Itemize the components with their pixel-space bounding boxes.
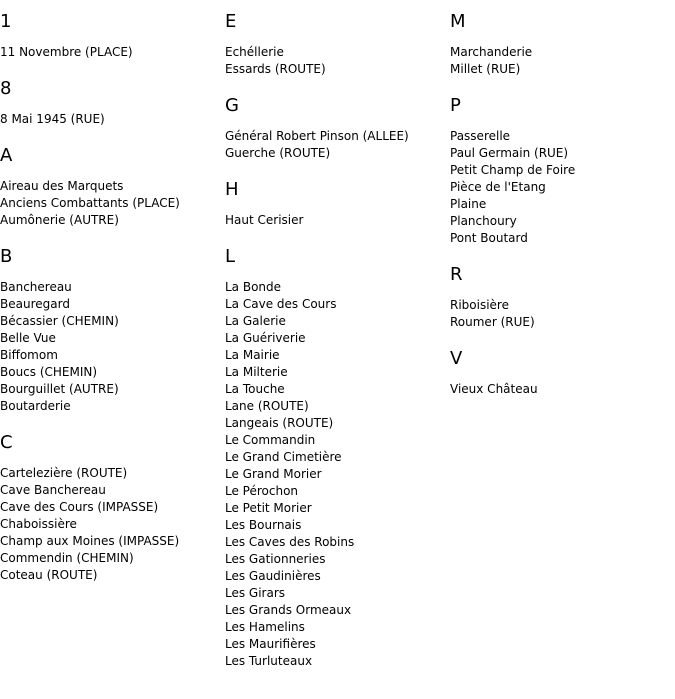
street-link[interactable]: Commendin (CHEMIN) xyxy=(0,551,134,565)
street-link[interactable]: La Milterie xyxy=(225,365,288,379)
list-item xyxy=(0,499,225,516)
street-link[interactable]: Riboisière xyxy=(450,298,509,312)
street-link[interactable]: Aumônerie (AUTRE) xyxy=(0,213,119,227)
list-item xyxy=(0,111,225,128)
street-link[interactable]: Les Turluteaux xyxy=(225,654,313,668)
list-item xyxy=(225,347,450,364)
list-item xyxy=(225,330,450,347)
street-link[interactable]: Banchereau xyxy=(0,280,72,294)
street-list xyxy=(225,212,450,229)
letter-group xyxy=(225,178,450,229)
letter-group xyxy=(0,431,225,584)
street-link[interactable]: Coteau (ROUTE) xyxy=(0,568,98,582)
street-link[interactable]: La Mairie xyxy=(225,348,280,362)
street-link[interactable]: Passerelle xyxy=(450,129,511,143)
list-item xyxy=(225,415,450,432)
list-item xyxy=(225,128,450,145)
street-link[interactable]: La Touche xyxy=(225,382,285,396)
street-link[interactable]: Bécassier (CHEMIN) xyxy=(0,314,119,328)
street-link[interactable]: Cave Banchereau xyxy=(0,483,106,497)
street-link[interactable]: Le Petit Morier xyxy=(225,501,312,515)
street-list xyxy=(0,178,225,229)
street-link[interactable]: Paul Germain (RUE) xyxy=(450,146,569,160)
street-link[interactable]: Biffomom xyxy=(0,348,58,362)
street-link[interactable]: Les Girars xyxy=(225,586,286,600)
street-link[interactable]: Essards (ROUTE) xyxy=(225,62,326,76)
letter-heading: V xyxy=(450,348,463,369)
street-list xyxy=(0,465,225,584)
street-link[interactable]: Général Robert Pinson (ALLEE) xyxy=(225,129,409,143)
street-link[interactable]: Cave des Cours (IMPASSE) xyxy=(0,500,159,514)
letter-heading: G xyxy=(225,95,239,116)
street-list xyxy=(450,128,675,247)
index-column xyxy=(450,10,675,414)
street-link[interactable]: Pont Boutard xyxy=(450,231,528,245)
list-item xyxy=(0,567,225,584)
letter-group xyxy=(0,77,225,128)
street-link[interactable]: Le Grand Cimetière xyxy=(225,450,342,464)
street-link[interactable]: Les Gaudinières xyxy=(225,569,321,583)
letter-heading: L xyxy=(225,246,236,267)
letter-group xyxy=(0,10,225,61)
street-link[interactable]: Les Bournais xyxy=(225,518,302,532)
list-item xyxy=(0,313,225,330)
list-item xyxy=(225,568,450,585)
street-link[interactable]: Les Gationneries xyxy=(225,552,326,566)
list-item xyxy=(450,297,675,314)
street-link[interactable]: Pièce de l'Etang xyxy=(450,180,546,194)
list-item xyxy=(225,296,450,313)
list-item xyxy=(450,61,675,78)
street-link[interactable]: La Bonde xyxy=(225,280,282,294)
list-item xyxy=(225,364,450,381)
street-list xyxy=(0,111,225,128)
list-item xyxy=(450,162,675,179)
street-link[interactable]: Planchoury xyxy=(450,214,517,228)
list-item xyxy=(450,230,675,247)
letter-heading: C xyxy=(0,432,13,453)
street-list xyxy=(0,44,225,61)
list-item xyxy=(0,212,225,229)
street-list xyxy=(225,44,450,78)
list-item xyxy=(450,179,675,196)
list-item xyxy=(225,653,450,670)
street-link[interactable]: 8 Mai 1945 (RUE) xyxy=(0,112,105,126)
list-item xyxy=(450,196,675,213)
street-link[interactable]: Les Caves des Robins xyxy=(225,535,355,549)
street-link[interactable]: Marchanderie xyxy=(450,45,533,59)
list-item xyxy=(225,619,450,636)
list-item xyxy=(225,534,450,551)
list-item xyxy=(0,195,225,212)
list-item xyxy=(225,585,450,602)
street-link[interactable]: 11 Novembre (PLACE) xyxy=(0,45,133,59)
list-item xyxy=(0,482,225,499)
street-link[interactable]: Haut Cerisier xyxy=(225,213,304,227)
list-item xyxy=(225,61,450,78)
list-item xyxy=(225,636,450,653)
list-item xyxy=(225,551,450,568)
list-item xyxy=(225,483,450,500)
list-item xyxy=(225,449,450,466)
list-item xyxy=(450,128,675,145)
street-list xyxy=(450,44,675,78)
list-item xyxy=(450,381,675,398)
list-item xyxy=(0,330,225,347)
list-item xyxy=(225,517,450,534)
street-list xyxy=(0,279,225,415)
list-item xyxy=(225,500,450,517)
list-item xyxy=(225,212,450,229)
list-item xyxy=(225,398,450,415)
list-item xyxy=(450,44,675,61)
list-item xyxy=(0,381,225,398)
street-link[interactable]: Millet (RUE) xyxy=(450,62,521,76)
street-link[interactable]: Boutarderie xyxy=(0,399,71,413)
street-link[interactable]: Bourguillet (AUTRE) xyxy=(0,382,119,396)
letter-group xyxy=(450,347,675,398)
street-link[interactable]: Vieux Château xyxy=(450,382,538,396)
letter-group xyxy=(450,263,675,331)
street-link[interactable]: Champ aux Moines (IMPASSE) xyxy=(0,534,180,548)
letter-group xyxy=(450,10,675,78)
list-item xyxy=(0,296,225,313)
letter-group xyxy=(225,10,450,78)
list-item xyxy=(0,178,225,195)
street-list xyxy=(450,381,675,398)
index-column xyxy=(0,10,225,600)
list-item xyxy=(0,533,225,550)
list-item xyxy=(0,550,225,567)
letter-heading: P xyxy=(450,95,461,116)
street-link[interactable]: Belle Vue xyxy=(0,331,56,345)
street-link[interactable]: Les Grands Ormeaux xyxy=(225,603,352,617)
street-list xyxy=(225,128,450,162)
letter-group xyxy=(0,245,225,415)
list-item xyxy=(225,279,450,296)
letter-heading: A xyxy=(0,145,13,166)
letter-group xyxy=(225,245,450,670)
letter-heading: R xyxy=(450,264,463,285)
list-item xyxy=(450,314,675,331)
index-column xyxy=(225,10,450,686)
list-item xyxy=(450,213,675,230)
letter-heading: E xyxy=(225,11,237,32)
street-link[interactable]: Langeais (ROUTE) xyxy=(225,416,334,430)
letter-group xyxy=(450,94,675,247)
street-link[interactable]: Echéllerie xyxy=(225,45,284,59)
list-item xyxy=(0,364,225,381)
street-link[interactable]: Aireau des Marquets xyxy=(0,179,124,193)
street-link[interactable]: Le Pérochon xyxy=(225,484,299,498)
street-link[interactable]: Chaboissière xyxy=(0,517,77,531)
street-link[interactable]: Petit Champ de Foire xyxy=(450,163,576,177)
street-link[interactable]: Anciens Combattants (PLACE) xyxy=(0,196,180,210)
street-list xyxy=(450,297,675,331)
street-link[interactable]: Le Grand Morier xyxy=(225,467,322,481)
list-item xyxy=(225,44,450,61)
street-link[interactable]: Les Maurifières xyxy=(225,637,316,651)
street-link[interactable]: Cartelezière (ROUTE) xyxy=(0,466,128,480)
letter-heading: 1 xyxy=(0,11,12,32)
list-item xyxy=(225,313,450,330)
list-item xyxy=(225,602,450,619)
street-link[interactable]: Le Commandin xyxy=(225,433,316,447)
letter-heading: M xyxy=(450,11,466,32)
street-link[interactable]: Les Hamelins xyxy=(225,620,305,634)
list-item xyxy=(0,279,225,296)
list-item xyxy=(0,398,225,415)
list-item xyxy=(0,516,225,533)
list-item xyxy=(225,466,450,483)
letter-heading: B xyxy=(0,246,13,267)
letter-heading: 8 xyxy=(0,78,12,99)
list-item xyxy=(225,432,450,449)
street-link[interactable]: Roumer (RUE) xyxy=(450,315,535,329)
street-link[interactable]: Beauregard xyxy=(0,297,70,311)
street-link[interactable]: La Guériverie xyxy=(225,331,306,345)
list-item xyxy=(0,347,225,364)
street-link[interactable]: Lane (ROUTE) xyxy=(225,399,309,413)
letter-group xyxy=(0,144,225,229)
letter-group xyxy=(225,94,450,162)
street-link[interactable]: Boucs (CHEMIN) xyxy=(0,365,98,379)
list-item xyxy=(450,145,675,162)
street-list xyxy=(225,279,450,670)
list-item xyxy=(225,381,450,398)
street-link[interactable]: La Galerie xyxy=(225,314,286,328)
street-link[interactable]: Plaine xyxy=(450,197,487,211)
list-item xyxy=(0,44,225,61)
letter-heading: H xyxy=(225,179,239,200)
list-item xyxy=(0,465,225,482)
list-item xyxy=(225,145,450,162)
street-link[interactable]: Guerche (ROUTE) xyxy=(225,146,331,160)
street-link[interactable]: La Cave des Cours xyxy=(225,297,337,311)
